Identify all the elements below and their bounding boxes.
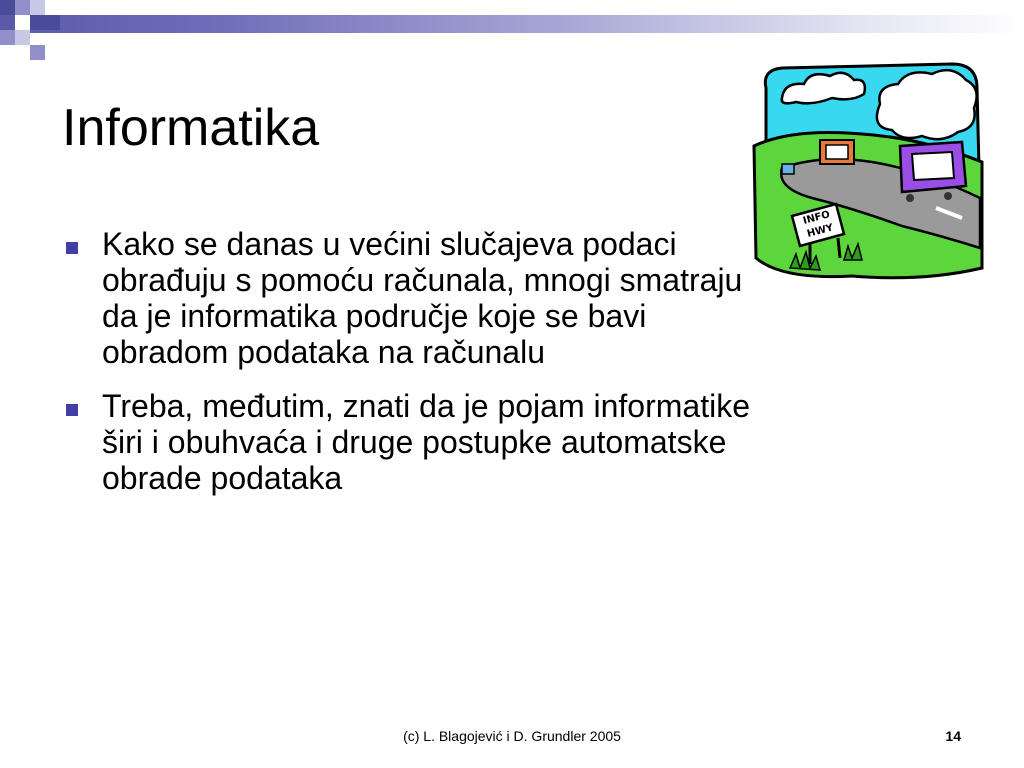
sign-text-line2: HWY (805, 222, 835, 240)
square-bullet-icon (66, 242, 78, 254)
square-bullet-icon (66, 404, 78, 416)
bullet-text: Treba, međutim, znati da je pojam informatike širi i obuhvaća i druge postupke automatske obrade podataka (102, 388, 750, 496)
decor-square (45, 15, 60, 30)
wheel-icon (906, 194, 914, 202)
computer-screen-icon (912, 152, 954, 180)
computer-screen-icon (826, 145, 848, 159)
bullet-item (62, 226, 762, 370)
decor-square (30, 15, 45, 30)
wheel-icon (944, 192, 952, 200)
sign-text-line1: INFO (801, 209, 832, 227)
header-band (0, 15, 1024, 33)
info-highway-clipart (752, 58, 984, 286)
bullet-text: Kako se danas u većini slučajeva podaci obrađuju s pomoću računala, mnogi smatraju da je informatika područje koje se bavi obradom podataka na računalu (102, 226, 743, 370)
slide-title: Informatika (62, 99, 320, 157)
decor-square (15, 0, 30, 15)
decor-square (30, 45, 45, 60)
computer-car-icon (782, 164, 794, 174)
bullet-list (62, 226, 762, 514)
sign-post (838, 238, 840, 258)
slide-footer: (c) L. Blagojević i D. Grundler 2005 (403, 728, 621, 744)
decor-square (0, 0, 15, 15)
bullet-item (62, 388, 762, 496)
decor-square (0, 30, 15, 45)
page-number: 14 (945, 728, 961, 744)
decor-square (30, 0, 45, 15)
decor-square (15, 30, 30, 45)
decor-square (15, 15, 30, 30)
